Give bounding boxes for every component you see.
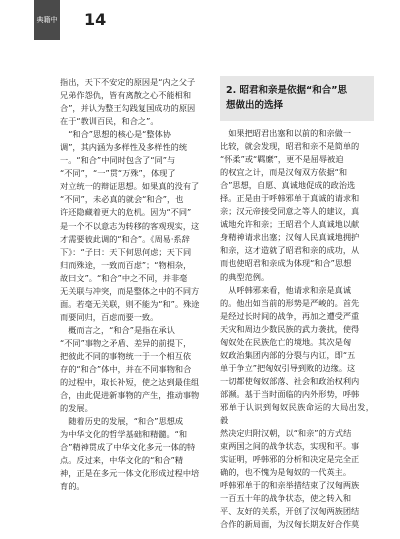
paragraph: 随着历史的发展，“和合”思想成 为中华文化的哲学基础和精髓。“和 合”精神贯成了中华文化多元一体的特 点。反过来，中华文化的“和合”精 神，正是在多元一体文化形成过程中培 育的。 — [60, 416, 200, 492]
chapter-corner-tab: 典籍中的… — [34, 0, 60, 40]
paragraph: “和合”思想的核心是“整体协 调”，其内涵为多样性及多样性的统 一。“和合”中同时包含了“同”与 “不同”，“一”贯“万殊”，体现了 对立统一的辩证思想。如果真的没有了 “不同”，未必真的就会“和合”，也 许还隐藏着更大的危机。因为“不同” 是一个不以意志为转移的客观现实，这 才需要彼此调的“和合”。《周易·系辞 下》：“子曰：天下何思何虑；天下同 归而殊途，一致而百虑”；“物相杂， 故曰文”。“和合”中之不同，并非毫 无关联与冲突，而是整体之中的不同方 面。若毫无关联，则不能为“和”。殊途 而要同归，百虑而要一致。 — [60, 129, 200, 322]
left-column — [60, 76, 214, 494]
paragraph: 如果把昭君出塞和以前的和亲做一 比较，就会发现，昭君和亲不是简单的 “怀柔”或“羁縻”，更不是屈辱被迫 的权宜之计，而是汉匈双方依据“和 合”思想，自愿、真诚地促成的政治选 择。正是由于呼韩邪单于真诚的请求和 亲；汉元帝接受同意之等人的建议，真 诚地允许和亲；王昭君个人真诚地以献 身精神请求出塞；汉匈人民真诚地拥护 和亲，这才造就了昭君和亲的成功，从 而也使昭君和亲成为体现“和合”思想 的典型范例。 — [220, 128, 360, 282]
page-number: 14 — [84, 10, 107, 29]
paragraph: 从呼韩邪来看，他请求和亲是真诚 的。他出如当前的形势是严峻的。首先 是经过长时间的战争，再加之遭受严重 天灾和周边少数民族的武力袭扰，使得 匈奴处在民族危亡的境地。其次是匈 奴政治集团内部的分裂与内讧，即“五 单于争立”把匈奴引导到败的边缘。这 一切都使匈奴部落、社会和政治权利内 部濒。基于当时面临的内外形势，呼韩 邪单于认识到匈奴民族命运的大局出发，毅 然决定归附汉朝，以“和亲”的方式结 束两国之间的战争状态，实现和平。事 实证明，呼韩邪的分析和决定是完全正 确的，也不愧为是匈奴的一代英主。 呼韩邪单于的和亲举措结束了汉匈两族 一百五十年的战争状态，使之转入和 平、友好的关系，开创了汉匈两族团结 合作的新局面，为汉匈长期友好合作莫 — [220, 284, 374, 530]
section-heading: 2. 昭君和亲是依据“和合”思 想做出的选择 — [220, 76, 374, 121]
paragraph: 概而言之，“和合”是指在承认 “不同”事物之矛盾、差异的前提下， 把彼此不同的事物统一于一个相互依 存的“和合”体中，并在不同事物和合 的过程中，取长补短，使之达到最佳组 合，由此促进新事物的产生，推动事物 的发展。 — [60, 324, 200, 414]
paragraph: 指出，天下不安定的原因是“内之父子 兄弟作怨仇，皆有离散之心不能相和 合”，并认为整王勾践复国成功的原因 在于“教训百民，和合之”。 — [60, 77, 196, 127]
right-column — [220, 76, 374, 531]
